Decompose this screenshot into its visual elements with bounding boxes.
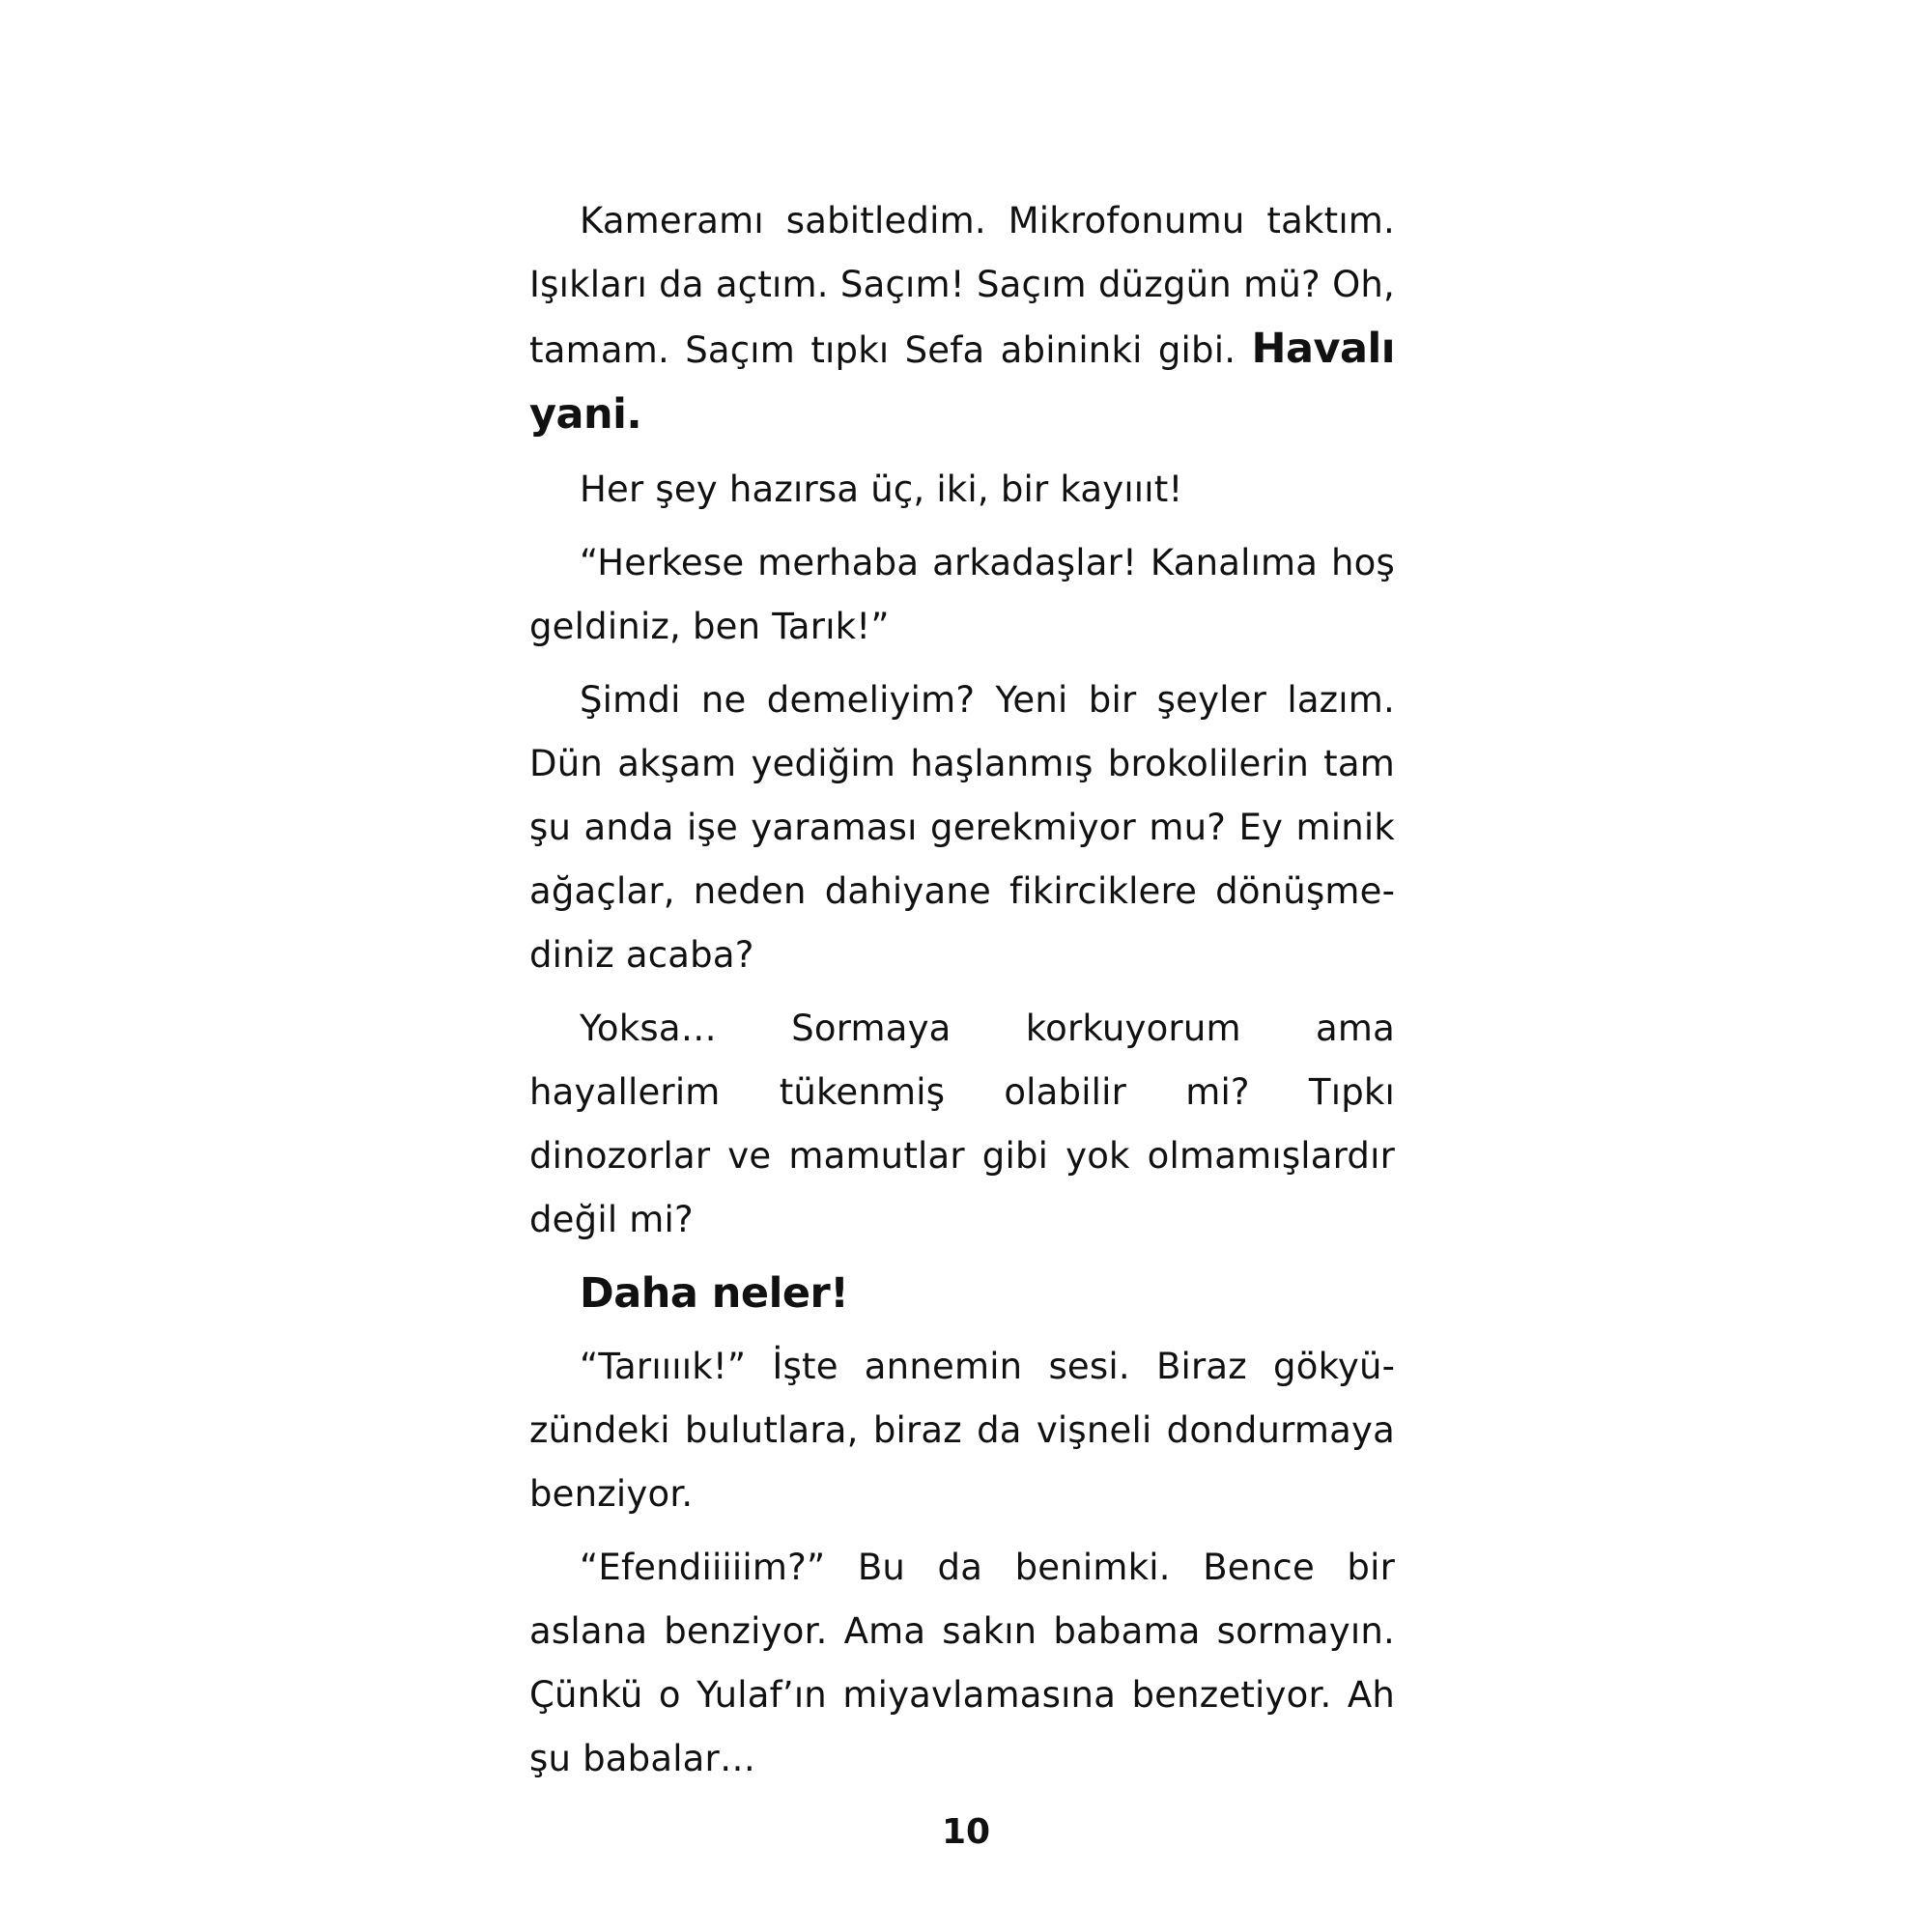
paragraph-1 — [529, 189, 1395, 448]
page-number: 10 — [941, 1812, 991, 1852]
paragraph-2: Her şey hazırsa üç, iki, bir kayıııt! — [580, 469, 1183, 510]
page-body — [529, 189, 1395, 1801]
paragraph-5: Yoksa… Sormaya korkuyorum ama hayallerim tükenmiş olabilir mi? Tıpkı dinozorlar ve mamutlar gibi yok olmamışlardır değil mi? — [529, 1008, 1395, 1240]
paragraph-4: Şimdi ne demeliyim? Yeni bir şeyler lazım. Dün akşam yediğim haşlanmış brokolilerin tam şu anda işe yaraması gerekmiyor mu? Ey minik ağaçlar, neden dahiyane fikirciklere dönüşmediniz acaba? — [529, 679, 1395, 976]
paragraph-1-text: Kameramı sabitledim. Mikrofonumu taktım. Işıkları da açtım. Saçım! Saçım düzgün mü? Oh, tamam. Saçım tıpkı Sefa abininki gibi. — [529, 200, 1395, 371]
emphasis-havali-yani: Havalı yani. — [529, 325, 1395, 439]
paragraph-8: “Efendiiiiim?” Bu da benimki. Bence bir aslana benziyor. Ama sakın babama sormayın. Çünkü o Yulaf’ın miyavlamasına benzetiyor. Ah şu babalar… — [529, 1547, 1395, 1779]
paragraph-3: “Herkese merhaba arkadaşlar! Kanalıma hoş geldiniz, ben Tarık!” — [529, 542, 1395, 647]
paragraph-7: “Tarıııık!” İşte annemin sesi. Biraz gökyüzündeki bulutlara, biraz da vişneli dondurmaya benziyor. — [529, 1346, 1395, 1515]
emphasis-daha-neler: Daha neler! — [580, 1269, 849, 1318]
